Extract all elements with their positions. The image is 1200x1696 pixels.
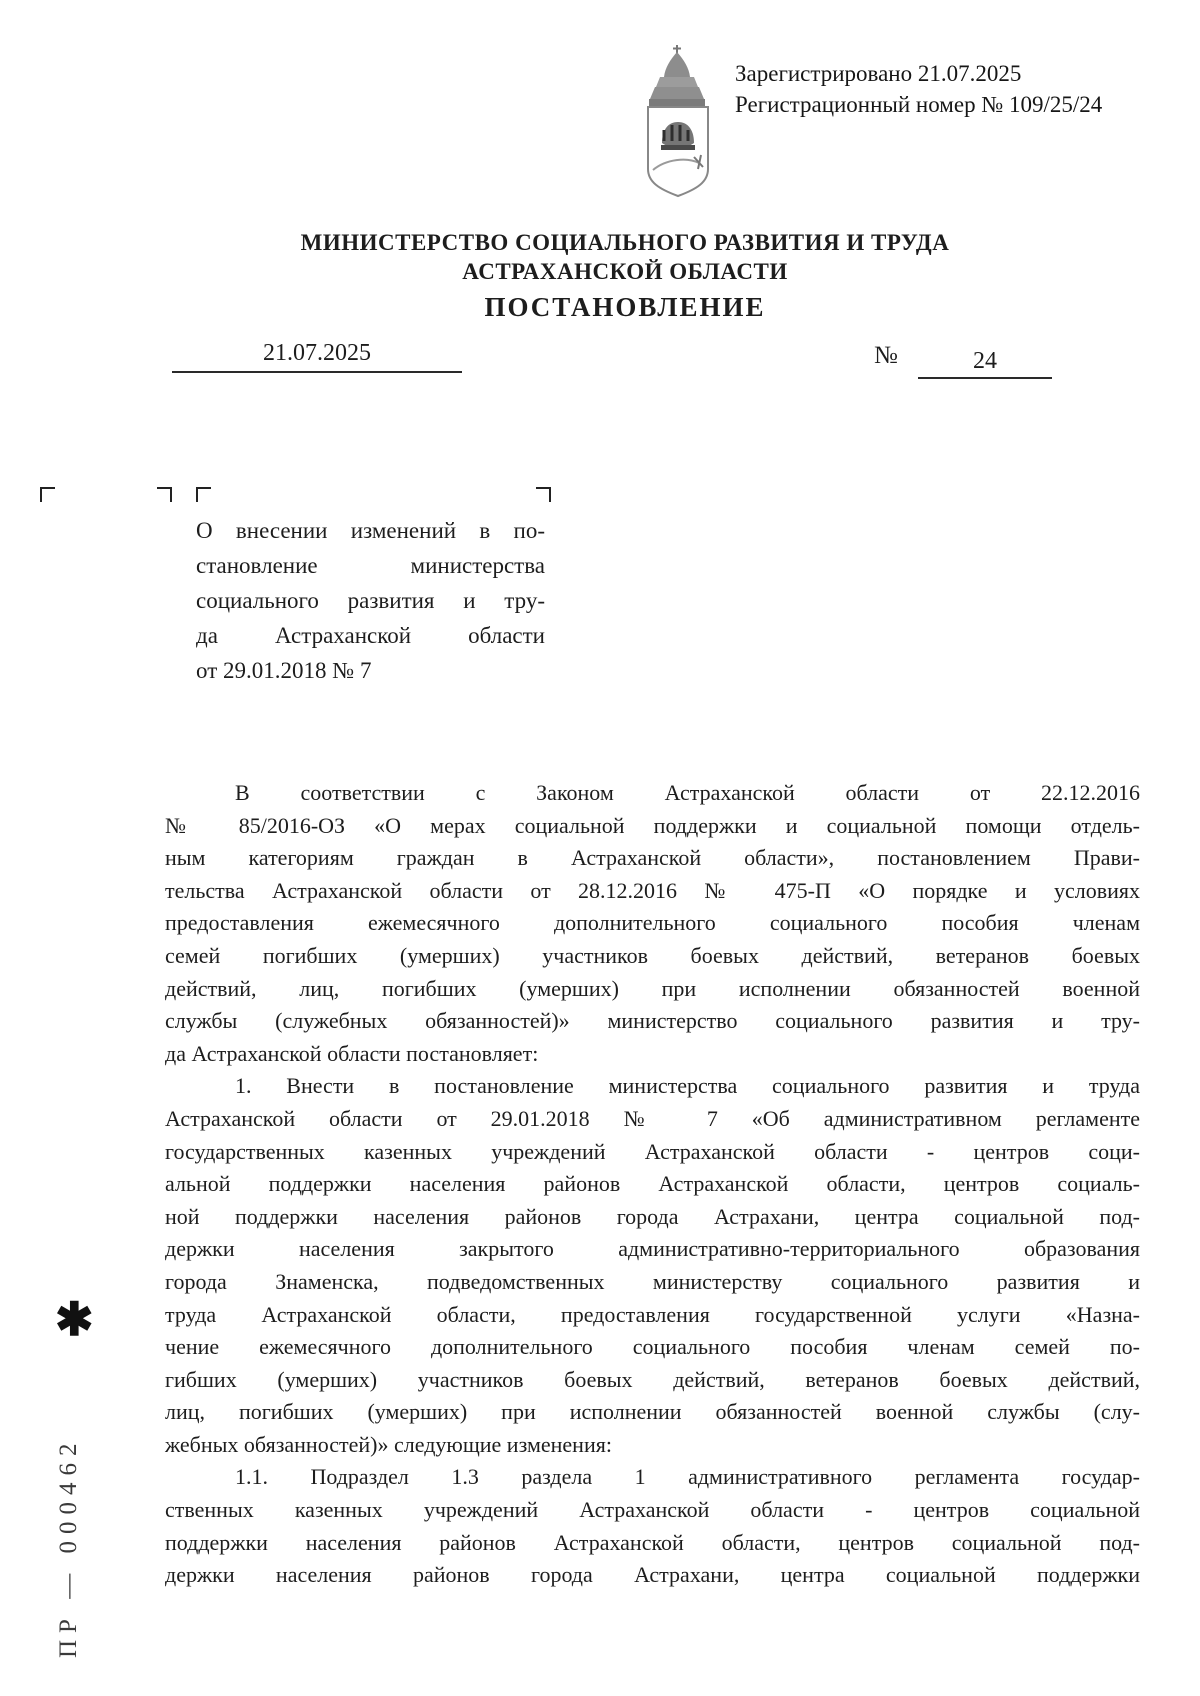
document-header (50, 228, 1200, 323)
corner-mark-top-right-outer (157, 487, 172, 502)
coat-of-arms-svg (633, 44, 723, 202)
text-line: 1.1. Подраздел 1.3 раздела 1 административного регламента государ- (235, 1464, 1140, 1490)
registration-number: Регистрационный номер № 109/25/24 (735, 92, 1103, 117)
text-line: города Знаменска, подведомственных министерству социального развития и (165, 1268, 1140, 1294)
text-line: лиц, погибших (умерших) при исполнении обязанностей военной службы (слу- (165, 1399, 1140, 1425)
text-line: альной поддержки населения районов Астраханской области, центров социаль- (165, 1171, 1140, 1197)
text-line: да Астраханской области постановляет: (165, 1040, 539, 1066)
text-line: О внесении изменений в по- (196, 518, 545, 543)
text-line: да Астраханской области (196, 623, 545, 648)
registration-date: Зарегистрировано 21.07.2025 (735, 61, 1022, 86)
text-line: жебных обязанностей)» следующие изменения: (165, 1431, 612, 1457)
text-line: предоставления ежемесячного дополнительного социального пособия членам (165, 910, 1140, 936)
text-line: Астраханской области от 29.01.2018 № 7 «Об административном регламенте (165, 1105, 1140, 1131)
stamp-asterisk-icon: ✱ (55, 1294, 94, 1345)
text-line: действий, лиц, погибших (умерших) при исполнении обязанностей военной (165, 975, 1140, 1001)
text-line: ным категориям граждан в Астраханской области», постановлением Прави- (165, 845, 1140, 871)
text-line: семей погибших (умерших) участников боевых действий, ветеранов боевых (165, 942, 1140, 968)
text-line: 1. Внести в постановление министерства социального развития и труда (235, 1073, 1140, 1099)
text-line: социального развития и тру- (196, 588, 545, 613)
registration-block (735, 58, 1102, 120)
corner-mark-top-right-inner (536, 487, 551, 502)
text-line: гибших (умерших) участников боевых действий, ветеранов боевых действий, (165, 1366, 1140, 1392)
date-field: 21.07.2025 (172, 340, 462, 373)
text-line: тельства Астраханской области от 28.12.2016 № 475-П «О порядке и условиях (165, 877, 1140, 903)
number-field: 24 (918, 348, 1052, 379)
title-block (196, 513, 545, 688)
text-line: службы (служебных обязанностей)» министерство социального развития и тру- (165, 1008, 1140, 1034)
number-sign: № (874, 342, 898, 369)
text-line: ной поддержки населения районов города Астрахани, центра социальной под- (165, 1203, 1140, 1229)
text-line: держки населения закрытого административно-территориального образования (165, 1236, 1140, 1262)
date-number-row (0, 340, 1200, 385)
document-type: ПОСТАНОВЛЕНИЕ (484, 292, 766, 322)
text-line: труда Астраханской области, предоставления государственной услуги «Назна- (165, 1301, 1140, 1327)
text-line: государственных казенных учреждений Астраханской области - центров соци- (165, 1138, 1140, 1164)
text-line: В соответствии с Законом Астраханской области от 22.12.2016 (235, 780, 1140, 805)
text-line: ственных казенных учреждений Астраханской области - центров социальной (165, 1497, 1140, 1523)
text-line: от 29.01.2018 № 7 (196, 658, 372, 683)
blank-form-code: ПР — 000462 (55, 1436, 82, 1658)
body-text (165, 777, 1140, 1592)
text-line: чение ежемесячного дополнительного социального пособия членам семей по- (165, 1334, 1140, 1360)
text-line: поддержки населения районов Астраханской области, центров социальной под- (165, 1529, 1140, 1555)
coat-of-arms-astrakhan-icon (633, 44, 723, 202)
text-line: держки населения районов города Астрахани, центра социальной поддержки (165, 1562, 1140, 1588)
corner-mark-top-left-inner (196, 487, 211, 502)
text-line: № 85/2016-ОЗ «О мерах социальной поддержки и социальной помощи отдель- (165, 812, 1140, 838)
ministry-name-line2: АСТРАХАНСКОЙ ОБЛАСТИ (462, 259, 788, 284)
text-line: становление министерства (196, 553, 545, 578)
ministry-name-line1: МИНИСТЕРСТВО СОЦИАЛЬНОГО РАЗВИТИЯ И ТРУДА (300, 230, 950, 255)
corner-mark-top-left-outer (40, 487, 55, 502)
